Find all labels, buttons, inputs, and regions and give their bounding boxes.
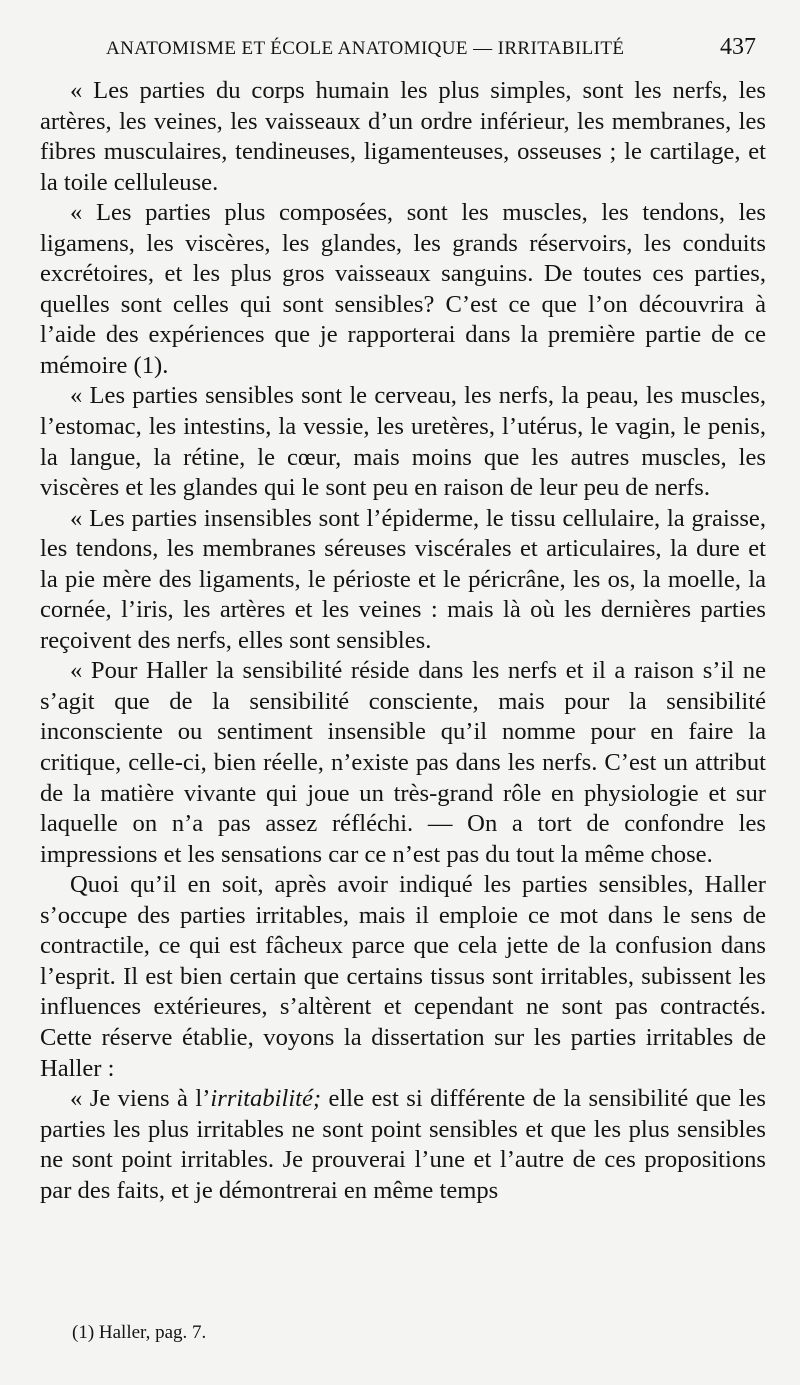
paragraph-4: « Les parties insensibles sont l’épiderme, le tissu cellulaire, la graisse, les tendons, les membranes séreuses viscérales et articulaires, la dure et la pie mère des ligaments, le périoste et le péricrâne, les os, la moelle, la cornée, l’iris, les artères et les veines : mais là où les dernières parties reçoivent des nerfs, elles sont sensibles. xyxy=(40,504,766,654)
paragraph-7-rest: elle est si différente de la sensibilité que les parties les plus irritables ne sont point sensibles et que les plus sensibles ne sont point irritables. Je prouverai l’une et l’autre de ces propositions par des faits, et je démontrerai en même temps xyxy=(40,1085,766,1204)
paragraph-5: « Pour Haller la sensibilité réside dans les nerfs et il a raison s’il ne s’agit que de la sensibilité consciente, mais pour la sensibilité inconsciente ou sentiment insensible qu’il nomme pour en faire la critique, celle-ci, bien réelle, n’existe pas dans les nerfs. C’est un attribut de la matière vivante qui joue un très-grand rôle en physiologie et sur laquelle on n’a pas assez réfléchi. — On a tort de confondre les impressions et les sensations car ce n’est pas du tout la même chose. xyxy=(40,657,766,868)
paragraph-1: « Les parties du corps humain les plus simples, sont les nerfs, les artères, les veines, les vaisseaux d’un ordre inférieur, les membranes, les fibres musculaires, tendineuses, ligamenteuses, osseuses ; le cartilage, et la toile celluleuse. xyxy=(40,77,766,196)
emphasis-irritabilite: irritabilité; xyxy=(210,1085,322,1113)
running-title: ANATOMISME ET ÉCOLE ANATOMIQUE — IRRITABILITÉ xyxy=(106,38,625,59)
paragraph-2: « Les parties plus composées, sont les muscles, les tendons, les ligamens, les viscères, les glandes, les grands réservoirs, les conduits excrétoires, et les plus gros vaisseaux sanguins. De toutes ces parties, quelles sont celles qui sont sensibles? C’est ce que l’on découvrira à l’aide des expériences que je rapporterai dans la première partie de ce mémoire (1). xyxy=(40,199,766,379)
paragraph-3: « Les parties sensibles sont le cerveau, les nerfs, la peau, les muscles, l’estomac, les intestins, la vessie, les uretères, l’utérus, le vagin, le penis, la langue, la rétine, le cœur, mais moins que les autres muscles, les viscères et les glandes qui le sont peu en raison de leur peu de nerfs. xyxy=(40,382,766,502)
body-text xyxy=(40,76,766,1206)
paragraph-7-start: « Je viens à l’ xyxy=(70,1085,211,1113)
page-header xyxy=(106,34,756,66)
footnote: (1) Haller, pag. 7. xyxy=(72,1322,207,1343)
paragraph-7 xyxy=(40,1084,766,1206)
paragraph-6: Quoi qu’il en soit, après avoir indiqué les parties sensibles, Haller s’occupe des parties irritables, mais il emploie ce mot dans le sens de contractile, ce qui est fâcheux parce que cela jette de la confusion dans l’esprit. Il est bien certain que certains tissus sont irritables, subissent les influences extérieures, s’altèrent et cependant ne sont pas contractés. Cette réserve établie, voyons la dissertation sur les parties irritables de Haller : xyxy=(40,871,766,1082)
page-number: 437 xyxy=(720,34,756,60)
